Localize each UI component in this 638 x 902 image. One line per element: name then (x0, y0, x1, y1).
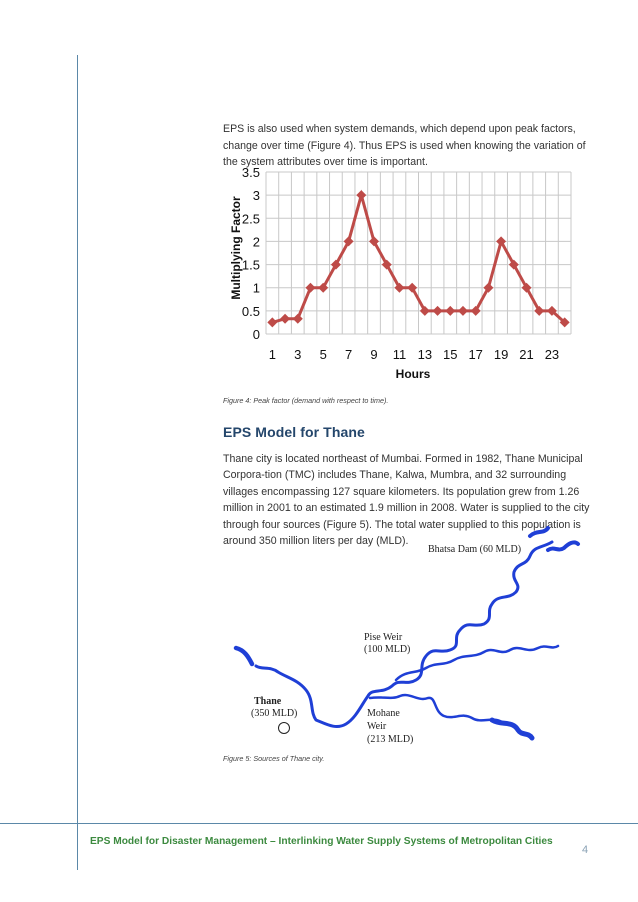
mohane-weir-label: Weir (367, 721, 387, 732)
y-tick-label: 2 (252, 234, 260, 250)
x-tick-label: 21 (519, 347, 534, 362)
peak-factor-chart (222, 162, 582, 382)
thane-city-marker (279, 723, 290, 734)
data-point (445, 306, 455, 316)
figure5-caption: Figure 5: Sources of Thane city. (223, 754, 325, 763)
data-point (293, 314, 303, 324)
lower-reservoir (492, 720, 532, 738)
data-point (267, 317, 277, 327)
data-point (458, 306, 468, 316)
bhatsa-river (368, 542, 552, 696)
y-tick-label: 0 (252, 327, 260, 342)
pise-name-label: Pise Weir (364, 632, 403, 643)
data-point (280, 314, 290, 324)
thane-flow-label: (350 MLD) (251, 708, 298, 719)
x-tick-label: 15 (443, 347, 458, 362)
x-tick-label: 7 (344, 347, 353, 362)
thane-creek (236, 648, 252, 664)
x-tick-label: 13 (417, 347, 433, 362)
data-point (433, 306, 443, 316)
intro-paragraph: EPS is also used when system demands, which depend upon peak factors, change over time (Figure 4). Thus EPS is used when knowing the variation of the system attributes over time is important. (223, 123, 586, 168)
thane-name-label: Thane (254, 696, 282, 707)
pise-flow-label: (100 MLD) (364, 644, 411, 655)
y-axis-label: Multiplying Factor (229, 196, 243, 300)
thane-sources-map (222, 520, 592, 752)
y-tick-label: 3 (252, 188, 260, 204)
x-tick-label: 17 (468, 347, 483, 362)
y-tick-label: 1.5 (241, 257, 260, 273)
x-tick-label: 5 (319, 347, 327, 362)
x-tick-label: 9 (370, 347, 378, 362)
y-tick-label: 1 (252, 280, 260, 296)
page-number: 4 (582, 844, 589, 856)
footer-title: EPS Model for Disaster Management – Interlinking Water Supply Systems of Metropolitan Cities (90, 836, 553, 847)
data-point (356, 190, 366, 200)
chart-grid (266, 172, 571, 334)
mohane-flow-label: (213 MLD) (367, 734, 414, 745)
x-tick-label: 19 (493, 347, 509, 362)
x-tick-label: 3 (294, 347, 302, 362)
x-axis-label: Hours (395, 367, 431, 381)
section-heading: EPS Model for Thane (223, 424, 365, 440)
x-tick-label: 23 (544, 347, 560, 362)
margin-rule-vertical (77, 55, 78, 870)
x-tick-label: 1 (268, 347, 276, 362)
footer-rule (0, 823, 638, 824)
figure4-caption: Figure 4: Peak factor (demand with respect to time). (223, 396, 389, 405)
data-point (305, 283, 315, 293)
y-tick-label: 0.5 (241, 303, 260, 319)
mohane-name-label: Mohane (367, 708, 400, 719)
section-body: Thane city is located northeast of Mumbai. Formed in 1982, Thane Municipal Corpora-tion (TMC) includes Thane, Kalwa, Mumbra, and 32 surrounding villages encompassing 127 square kilometers. Its population grew from 1.26 million in 2001 to an estimated 1.9 million in 2008. Water is supplied to the city through four sources (Figure 5). The total water supplied to this population is around 350 million liters per day (MLD). (223, 453, 590, 548)
y-tick-label: 3.5 (241, 165, 260, 180)
bhatsa-label: Bhatsa Dam (60 MLD) (428, 544, 522, 555)
x-tick-label: 11 (392, 347, 407, 362)
y-tick-label: 2.5 (241, 211, 260, 227)
